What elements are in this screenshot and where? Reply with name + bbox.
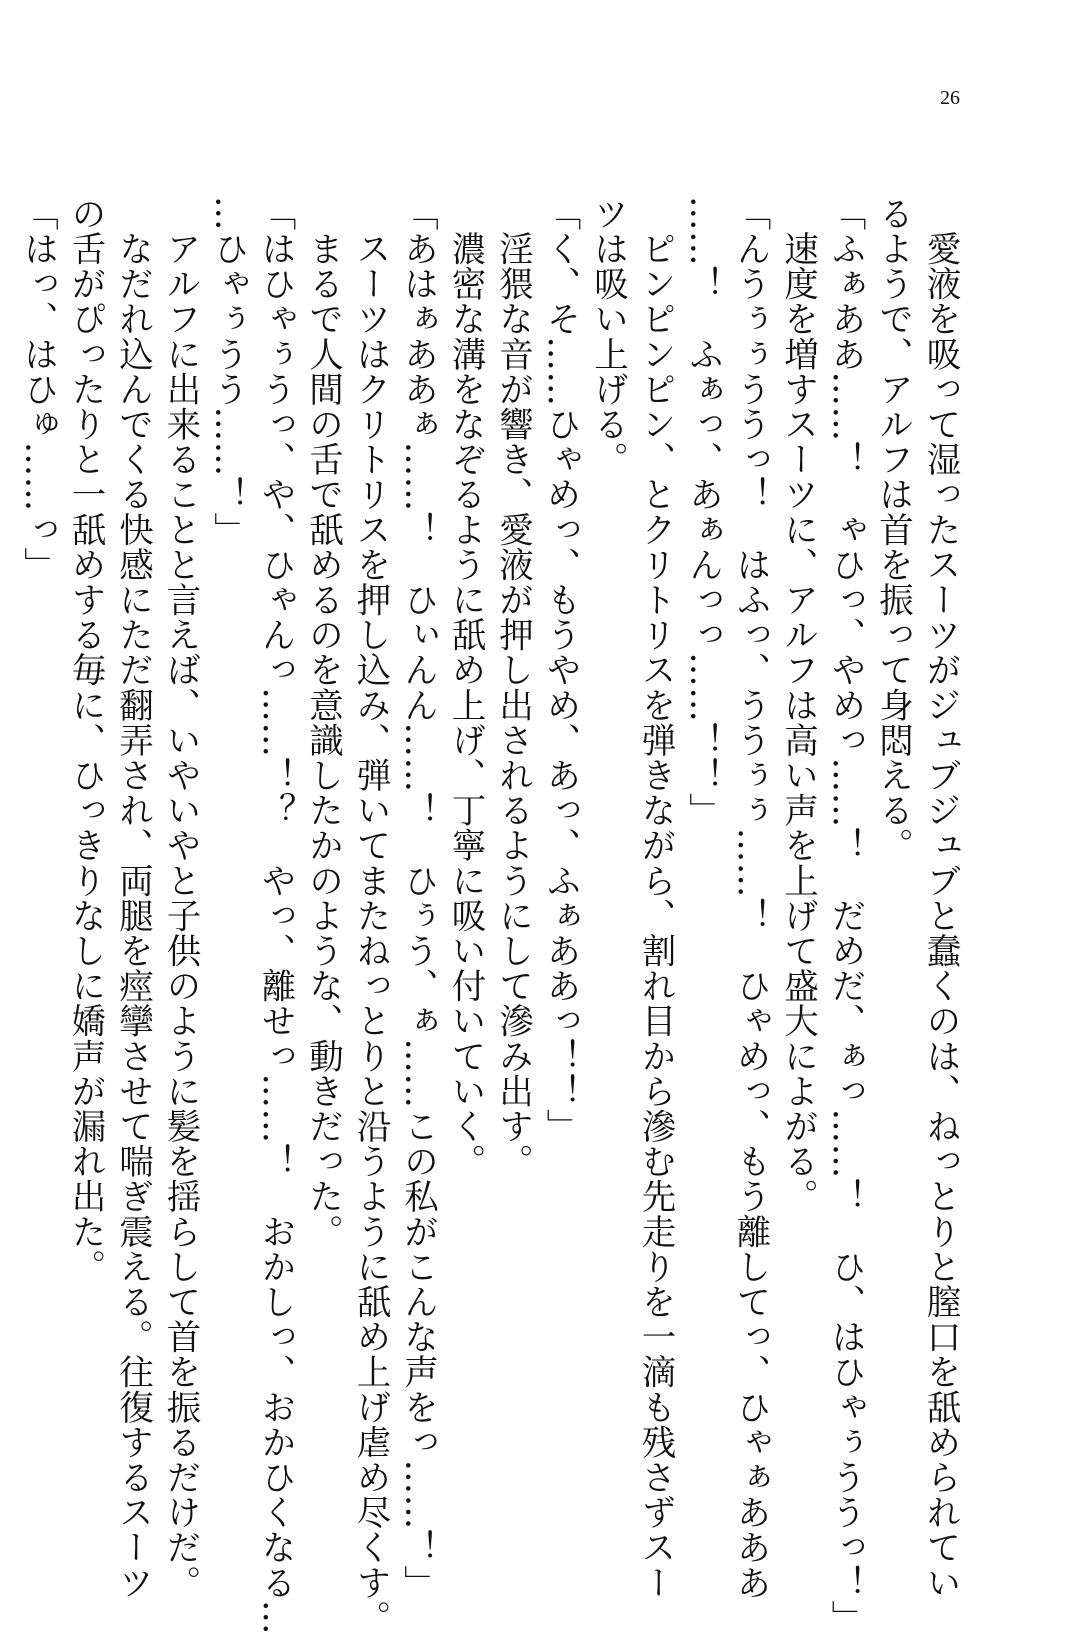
text-line: 「ふぁああ……！ ゃひっ、やめっ……！ だめだ、ぁっ……！ ひ、はひゃぅううっ！」 bbox=[825, 196, 865, 1635]
text-line: 「はっ、はひゅ……っ」 bbox=[17, 196, 58, 583]
text-line: 「んうぅぅううっ！ はふっ、ううぅぅ……！ ひゃめっ、もう離してっ、ひゃぁあああ bbox=[730, 196, 770, 1600]
text-line: ……！ ふぁっ、あぁんっっ……！！」 bbox=[682, 196, 723, 828]
page-number: 26 bbox=[940, 87, 960, 109]
text-line: 淫猥な音が響き、愛液が押し出されるようにして滲み出す。 bbox=[492, 196, 533, 1179]
text-line: なだれ込んでくる快感にただ翻弄され、両腿を痙攣させて喘ぎ震える。往復するスーツ bbox=[112, 196, 153, 1600]
text-line: 愛液を吸って湿ったスーツがジュブジュブと蠢くのは、ねっとりと膣口を舐められてい bbox=[920, 196, 960, 1600]
text-line: ピンピンピン、とクリトリスを弾きながら、割れ目から滲む先走りを一滴も残さずスー bbox=[635, 196, 675, 1600]
text-line: 濃密な溝をなぞるように舐め上げ、丁寧に吸い付いていく。 bbox=[445, 196, 485, 1179]
text-line: …ひゃぅうう……！」 bbox=[207, 196, 248, 547]
text-line: 「あはぁああぁ……！ ひぃんん……！ ひぅう、ぁ……この私がこんな声をっ……！」 bbox=[397, 196, 438, 1600]
text-line: スーツはクリトリスを押し込み、弾いてまたねっとりと沿うように舐め上げ虐め尽くす。 bbox=[350, 196, 390, 1635]
text-line: まるで人間の舌で舐めるのを意識したかのような、動きだった。 bbox=[302, 196, 343, 1249]
text-line: 「く、そ……ひゃめっ、もうやめ、あっ、ふぁああっ！！」 bbox=[540, 196, 580, 1144]
text-line: の舌がぴったりと一舐めする毎に、ひっきりなしに嬌声が漏れ出た。 bbox=[65, 196, 105, 1285]
text-line: アルフに出来ることと言えば、いやいやと子供のように髪を揺らして首を振るだけだ。 bbox=[160, 196, 200, 1600]
novel-text-column bbox=[17, 196, 963, 1635]
text-line: ツは吸い上げる。 bbox=[587, 196, 628, 477]
text-line: 「はひゃぅうっ、や、ひゃんっ……！？ やっ、離せっ……！ おかしっ、おかひくなる… bbox=[255, 196, 295, 1635]
text-line: るようで、アルフは首を振って身悶える。 bbox=[872, 196, 913, 863]
text-line: 速度を増すスーツに、アルフは高い声を上げて盛大によがる。 bbox=[777, 196, 818, 1214]
